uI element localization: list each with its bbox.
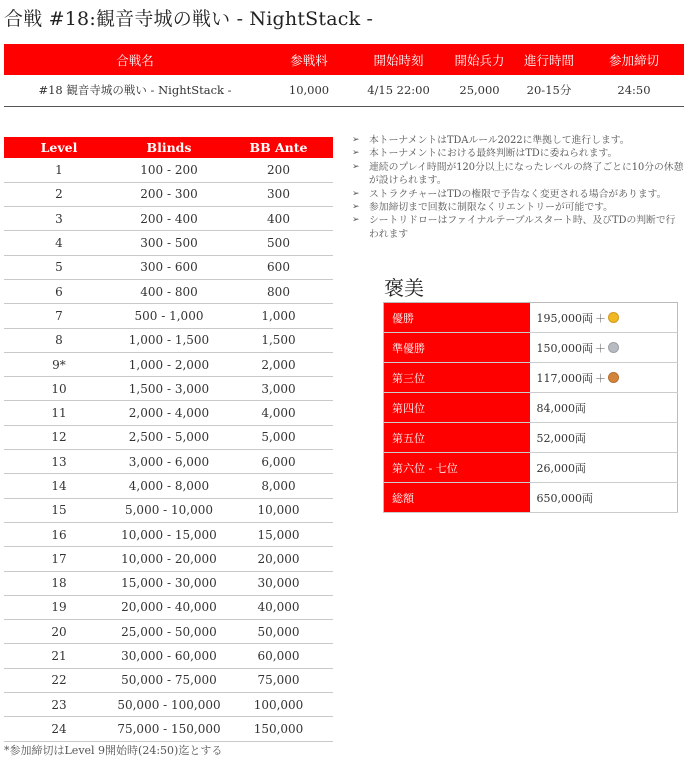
blinds-cell: 3,000 - 6,000: [114, 450, 224, 474]
blinds-cell: 75,000 - 150,000: [114, 717, 224, 741]
plus-sign: ＋: [595, 311, 606, 325]
level-cell: 19: [4, 595, 114, 619]
level-cell: 24: [4, 717, 114, 741]
blinds-cell: 1,000 - 1,500: [114, 328, 224, 352]
ante-cell: 800: [224, 279, 333, 303]
table-row: [4, 474, 333, 498]
prize-amount: 52,000両: [536, 431, 586, 445]
note-text: 連続のプレイ時間が120分以上になったレベルの終了ごとに10分の休憩が設けられます。: [369, 161, 684, 187]
blinds-cell: 15,000 - 30,000: [114, 571, 224, 595]
prize-row: [384, 423, 678, 453]
blinds-cell: 2,500 - 5,000: [114, 425, 224, 449]
blinds-cell: 1,000 - 2,000: [114, 352, 224, 376]
ante-cell: 1,000: [224, 304, 333, 328]
level-cell: 9*: [4, 352, 114, 376]
prize-amount: 26,000両: [536, 461, 586, 475]
blinds-cell: 30,000 - 60,000: [114, 644, 224, 668]
table-row: [4, 644, 333, 668]
tournament-summary-table: [4, 44, 684, 107]
table-row: [4, 279, 333, 303]
blinds-cell: 50,000 - 100,000: [114, 693, 224, 717]
list-item: [352, 134, 684, 147]
blinds-cell: 10,000 - 15,000: [114, 522, 224, 546]
arrow-bullet-icon: ➢: [352, 135, 360, 145]
blinds-cell: 100 - 200: [114, 158, 224, 182]
arrow-bullet-icon: ➢: [352, 202, 360, 213]
prize-row: [384, 333, 678, 363]
table-row: [4, 255, 333, 279]
prize-title: 褒美: [384, 276, 424, 300]
blinds-cell: 200 - 300: [114, 182, 224, 206]
prize-place-label: 優勝: [384, 303, 530, 333]
table-row: [4, 498, 333, 522]
prize-amount-cell: [530, 363, 678, 393]
silver-medal-icon: [608, 342, 619, 353]
prize-row: [384, 483, 678, 513]
arrow-bullet-icon: ➢: [352, 161, 360, 172]
level-cell: 7: [4, 304, 114, 328]
table-row: [4, 401, 333, 425]
ante-cell: 60,000: [224, 644, 333, 668]
blinds-cell: 50,000 - 75,000: [114, 668, 224, 692]
list-item: [352, 147, 684, 160]
ante-cell: 300: [224, 182, 333, 206]
table-row: [4, 717, 333, 741]
level-cell: 2: [4, 182, 114, 206]
table-row: [4, 522, 333, 546]
level-cell: 13: [4, 450, 114, 474]
prize-amount: 84,000両: [536, 401, 586, 415]
prize-amount: 150,000両: [536, 341, 593, 355]
table-row: [4, 207, 333, 231]
level-cell: 11: [4, 401, 114, 425]
blinds-cell: 25,000 - 50,000: [114, 620, 224, 644]
level-cell: 23: [4, 693, 114, 717]
summary-header-name: 合戦名: [4, 44, 266, 75]
prize-row: [384, 393, 678, 423]
table-row: [4, 328, 333, 352]
prize-amount-cell: [530, 423, 678, 453]
list-item: [352, 214, 684, 241]
level-cell: 16: [4, 522, 114, 546]
summary-header-stack: 開始兵力: [445, 44, 514, 75]
table-row: [4, 571, 333, 595]
table-row: [4, 693, 333, 717]
table-row: [4, 668, 333, 692]
table-row: [4, 595, 333, 619]
blinds-cell: 2,000 - 4,000: [114, 401, 224, 425]
ante-cell: 200: [224, 158, 333, 182]
prize-amount-cell: [530, 393, 678, 423]
list-item: [352, 188, 684, 201]
summary-header-fee: 参戦料: [266, 44, 352, 75]
prize-amount-cell: [530, 333, 678, 363]
ante-cell: 75,000: [224, 668, 333, 692]
ante-cell: 4,000: [224, 401, 333, 425]
prize-place-label: 第四位: [384, 393, 530, 423]
ante-cell: 600: [224, 255, 333, 279]
level-cell: 15: [4, 498, 114, 522]
note-text: シートリドローはファイナルテーブルスタート時、及びTDの判断で行われます: [369, 215, 676, 240]
ante-cell: 2,000: [224, 352, 333, 376]
list-item: [352, 201, 684, 214]
ante-cell: 3,000: [224, 377, 333, 401]
ante-cell: 5,000: [224, 425, 333, 449]
prize-amount: 650,000両: [536, 491, 593, 505]
note-text: ストラクチャーはTDの権限で予告なく変更される場合があります。: [369, 188, 667, 200]
prize-amount-cell: [530, 303, 678, 333]
level-cell: 8: [4, 328, 114, 352]
level-cell: 5: [4, 255, 114, 279]
page-title: 合戦 #18:観音寺城の戦い - NightStack -: [4, 8, 374, 30]
gold-medal-icon: [608, 312, 619, 323]
table-row: [4, 304, 333, 328]
ante-cell: 100,000: [224, 693, 333, 717]
arrow-bullet-icon: ➢: [352, 188, 360, 199]
table-row: [4, 352, 333, 376]
rules-notes-list: [352, 134, 684, 241]
note-text: 本トーナメントはTDAルール2022に準拠して進行します。: [369, 135, 630, 146]
prize-row: [384, 363, 678, 393]
blind-structure-table: [4, 137, 333, 742]
table-row: [4, 425, 333, 449]
table-row: [4, 547, 333, 571]
blinds-cell: 300 - 500: [114, 231, 224, 255]
prize-place-label: 総額: [384, 483, 530, 513]
ante-cell: 500: [224, 231, 333, 255]
level-cell: 18: [4, 571, 114, 595]
blinds-cell: 10,000 - 20,000: [114, 547, 224, 571]
structure-header-level: Level: [4, 137, 114, 158]
blinds-cell: 200 - 400: [114, 207, 224, 231]
blinds-cell: 400 - 800: [114, 279, 224, 303]
blinds-cell: 300 - 600: [114, 255, 224, 279]
blinds-cell: 5,000 - 10,000: [114, 498, 224, 522]
level-cell: 12: [4, 425, 114, 449]
ante-cell: 400: [224, 207, 333, 231]
level-cell: 10: [4, 377, 114, 401]
level-cell: 22: [4, 668, 114, 692]
prize-table: [383, 302, 678, 513]
prize-place-label: 第三位: [384, 363, 530, 393]
ante-cell: 30,000: [224, 571, 333, 595]
summary-header-duration: 進行時間: [514, 44, 584, 75]
table-row: [4, 231, 333, 255]
summary-name: #18 観音寺城の戦い - NightStack -: [4, 75, 266, 106]
level-cell: 6: [4, 279, 114, 303]
note-text: 本トーナメントにおける最終判断はTDに委ねられます。: [369, 148, 618, 160]
table-row: [4, 450, 333, 474]
summary-late-reg: 24:50: [584, 75, 684, 106]
prize-row: [384, 303, 678, 333]
ante-cell: 40,000: [224, 595, 333, 619]
summary-header-start-time: 開始時刻: [352, 44, 445, 75]
prize-place-label: 第五位: [384, 423, 530, 453]
table-row: [4, 158, 333, 182]
summary-start-time: 4/15 22:00: [352, 75, 445, 106]
level-cell: 17: [4, 547, 114, 571]
prize-amount-cell: [530, 483, 678, 513]
arrow-bullet-icon: ➢: [352, 215, 360, 226]
level-cell: 20: [4, 620, 114, 644]
level-cell: 3: [4, 207, 114, 231]
ante-cell: 8,000: [224, 474, 333, 498]
plus-sign: ＋: [595, 371, 606, 385]
ante-cell: 150,000: [224, 717, 333, 741]
blinds-cell: 4,000 - 8,000: [114, 474, 224, 498]
note-text: 参加締切まで回数に制限なくリエントリーが可能です。: [369, 202, 613, 214]
table-row: [4, 377, 333, 401]
prize-place-label: 準優勝: [384, 333, 530, 363]
late-registration-footnote: *参加締切はLevel 9開始時(24:50)迄とする: [4, 744, 223, 757]
ante-cell: 10,000: [224, 498, 333, 522]
ante-cell: 20,000: [224, 547, 333, 571]
ante-cell: 50,000: [224, 620, 333, 644]
summary-header-late-reg: 参加締切: [584, 44, 684, 75]
arrow-bullet-icon: ➢: [352, 148, 360, 159]
summary-header-row: [4, 44, 684, 75]
summary-fee: 10,000: [266, 75, 352, 106]
ante-cell: 6,000: [224, 450, 333, 474]
list-item: [352, 161, 684, 188]
summary-duration: 20-15分: [514, 75, 584, 106]
table-row: [4, 182, 333, 206]
structure-header-ante: BB Ante: [224, 137, 333, 158]
level-cell: 21: [4, 644, 114, 668]
summary-row: [4, 75, 684, 106]
prize-amount: 117,000両: [536, 371, 593, 385]
table-row: [4, 620, 333, 644]
structure-header-row: [4, 137, 333, 158]
level-cell: 1: [4, 158, 114, 182]
summary-stack: 25,000: [445, 75, 514, 106]
bronze-medal-icon: [608, 372, 619, 383]
prize-place-label: 第六位 - 七位: [384, 453, 530, 483]
ante-cell: 1,500: [224, 328, 333, 352]
prize-amount-cell: [530, 453, 678, 483]
ante-cell: 15,000: [224, 522, 333, 546]
level-cell: 14: [4, 474, 114, 498]
level-cell: 4: [4, 231, 114, 255]
blinds-cell: 500 - 1,000: [114, 304, 224, 328]
blinds-cell: 20,000 - 40,000: [114, 595, 224, 619]
prize-row: [384, 453, 678, 483]
structure-header-blinds: Blinds: [114, 137, 224, 158]
blinds-cell: 1,500 - 3,000: [114, 377, 224, 401]
plus-sign: ＋: [595, 341, 606, 355]
prize-amount: 195,000両: [536, 311, 593, 325]
